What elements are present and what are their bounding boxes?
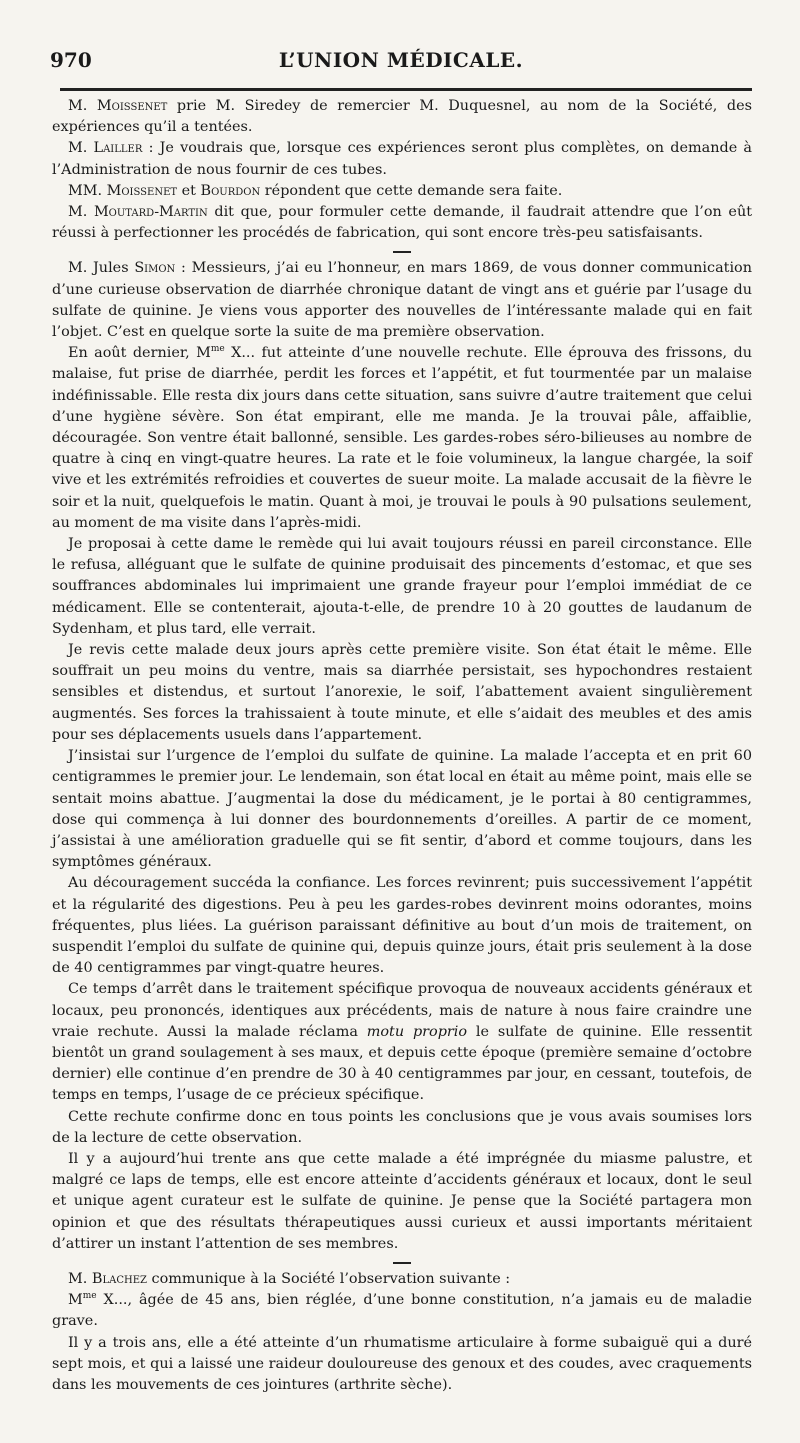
paragraph-text: En août dernier, M (68, 345, 211, 362)
paragraph-text: communique à la Société l’observation suivante : (146, 1270, 511, 1287)
paragraph-text: prie M. Siredey de remercier M. Duquesnel, au nom de la Société, des expériences qu’il a tentées. (52, 98, 752, 136)
name-prefix: M. (68, 204, 88, 221)
paragraph-body (52, 1290, 752, 1332)
paragraph-body: Je proposai à cette dame le remède qui lui avait toujours réussi en pareil circonstance. Elle le refusa, alléguant que le sulfate de quinine produisait des pincements d’estomac, et que ses souffrances abdominales lui imprimaient une grande frayeur pour l’emploi immédiat de ce médicament. Elle se contenterait, ajouta-t-elle, de prendre 10 à 20 gouttes de laudanum de Sydenham, et plus tard, elle verrait. (52, 536, 752, 637)
paragraph-text: X..., âgée de 45 ans, bien réglée, d’une bonne constitution, n’a jamais eu de maladie grave. (52, 1292, 752, 1330)
name-prefix: M. (68, 140, 88, 157)
paragraph-simon (52, 258, 752, 343)
paragraph-body: Il y a trois ans, elle a été atteinte d’un rhumatisme articulaire à forme subaiguë qui a duré sept mois, et qui a laissé une raideur douloureuse des genoux et des coudes, avec craquements dans les mouvements de ces jointures (arthrite sèche). (52, 1334, 752, 1393)
paragraph-body: Cette rechute confirme donc en tous points les conclusions que je vous avais soumises lors de la lecture de cette observation. (52, 1108, 752, 1146)
paragraph-moissenet (52, 96, 752, 138)
header-rule (60, 88, 752, 91)
name-prefix: M. (68, 98, 88, 114)
speaker-name: Moissenet (106, 182, 178, 199)
speaker-name: Moissenet (96, 98, 168, 114)
paragraph-body: Je revis cette malade deux jours après cette première visite. Son état était le même. Elle souffrait un peu moins du ventre, mais sa diarrhée persistait, ses hypochondres restaient sensibles et distendus, et surtout l’anorexie, le soif, l’abattement avaient singulièrement augmentés. Ses forces la trahissaient à toute minute, et elle s’aidait des meubles et des amis pour ses déplacements usuels dans l’appartement. (52, 642, 752, 743)
paragraph-text: : Je voudrais que, lorsque ces expériences seront plus complètes, on demande à l’Administration de nous fournir de ces tubes. (52, 140, 752, 178)
paragraph-body: Il y a aujourd’hui trente ans que cette malade a été imprégnée du miasme palustre, et malgré ce laps de temps, elle est encore atteinte d’accidents généraux et locaux, dont le seul et unique agent curateur est le sulfate de quinine. Je pense que la Société partagera mon opinion et que des résultats thérapeutiques aussi curieux et aussi importants méritaient d’attirer un instant l’attention de ses membres. (52, 1150, 752, 1252)
paragraph-blachez (52, 1269, 752, 1290)
paragraph-text: dit que, pour formuler cette demande, il faudrait attendre que l’on eût réussi à perfectionner les procédés de fabrication, qui sont encore très-peu satisfaisants. (52, 204, 752, 242)
paragraph-body: Au découragement succéda la confiance. Les forces revinrent; puis successivement l’appétit et la régularité des digestions. Peu à peu les gardes-robes devinrent moins odorantes, moins fréquentes, plus liées. La guérison paraissant définitive au bout d’un mois de traitement, on suspendit l’emploi du sulfate de quinine qui, depuis quinze jours, était pris seulement à la dose de 40 centigrammes par vingt-quatre heures. (52, 875, 752, 977)
section-separator (393, 1262, 411, 1264)
paragraph-text: le sulfate de quinine. Elle ressentit bientôt un grand soulagement à ses maux, et depuis cette époque (première semaine d’octobre dernier) elle continue d’en prendre de 30 à 40 centigrammes par jour, en cessant, toutefois, de temps en temps, l’usage de ce précieux spécifique. (52, 1023, 752, 1104)
name-prefix: M. (68, 1270, 88, 1287)
paragraph-body (52, 979, 752, 1106)
paragraph-body (52, 343, 752, 534)
section-separator (393, 251, 411, 253)
speaker-name: Moutard-Martin (93, 204, 208, 221)
running-title: L’UNION MÉDICALE. (278, 48, 524, 72)
paragraph-text: : Messieurs, j’ai eu l’honneur, en mars 1869, de vous donner communication d’une curieuse observation de diarrhée chronique datant de vingt ans et guérie par l’usage du sulfate de quinine. Je viens vous apporter des nouvelles de l’intéressante malade qui en fait l’objet. C’est en quelque sorte la suite de ma première observation. (52, 260, 752, 341)
speaker-name: Simon (134, 260, 176, 277)
speaker-name: Lailler (93, 140, 143, 157)
superscript: me (82, 1291, 97, 1302)
superscript: me (210, 344, 225, 355)
paragraph-body: J’insistai sur l’urgence de l’emploi du sulfate de quinine. La malade l’accepta et en prit 60 centigrammes le premier jour. Le lendemain, son état local en était au même point, mais elle se sentait moins abattue. J’augmentai la dose du médicament, je le portai à 80 centigrammes, dose qui commença à lui donner des bourdonnements d’oreilles. A partir de ce moment, j’assistai à une amélioration graduelle qui se fit sentir, d’abord et comme toujours, dans les symptômes généraux. (52, 748, 752, 871)
page-header (50, 48, 752, 82)
paragraph-lailler (52, 138, 752, 180)
paragraph-text: répondent que cette demande sera faite. (260, 182, 563, 199)
name-prefix: M. Jules (68, 260, 129, 277)
speaker-name: Blachez (91, 1270, 147, 1287)
paragraph-text: X... fut atteinte d’une nouvelle rechute. Elle éprouva des frissons, du malaise, fut prise de diarrhée, perdit les forces et l’appétit, et fut tourmentée par un malaise indéfinissable. Elle resta dix jours dans cette situation, sans suivre d’autre traitement que celui d’une hygiène sévère. Son état empirant, elle me manda. Je la trouvai pâle, affaiblie, découragée. Son ventre était ballonné, sensible. Les gardes-robes séro-bilieuses au nombre de quatre à cinq en vingt-quatre heures. La rate et le foie volumineux, la langue chargée, la soif vive et les extrémités refroidies et couvertes de sueur moite. La malade accusait de la fièvre le soir et la nuit, quelquefois le matin. Quant à moi, je trouvai le pouls à 90 pulsations seulement, au moment de ma visite dans l’après-midi. (52, 345, 752, 531)
paragraph-moissenet-bourdon (52, 181, 752, 202)
page-number: 970 (50, 48, 92, 72)
article-body (52, 96, 752, 1396)
paragraph-text: Ce temps d’arrêt dans le traitement spécifique provoqua de nouveaux accidents généraux et locaux, peu prononcés, identiques aux précédents, mais de nature à nous faire craindre une vraie rechute. Aussi la malade réclama (52, 981, 752, 1040)
name-prefix: MM. (68, 182, 103, 199)
paragraph-moutard-martin (52, 202, 752, 244)
speaker-name: Bourdon (200, 182, 261, 199)
paragraph-text: M (68, 1292, 83, 1309)
italic-phrase: motu proprio (366, 1023, 468, 1040)
paragraph-connector: et (177, 182, 201, 199)
